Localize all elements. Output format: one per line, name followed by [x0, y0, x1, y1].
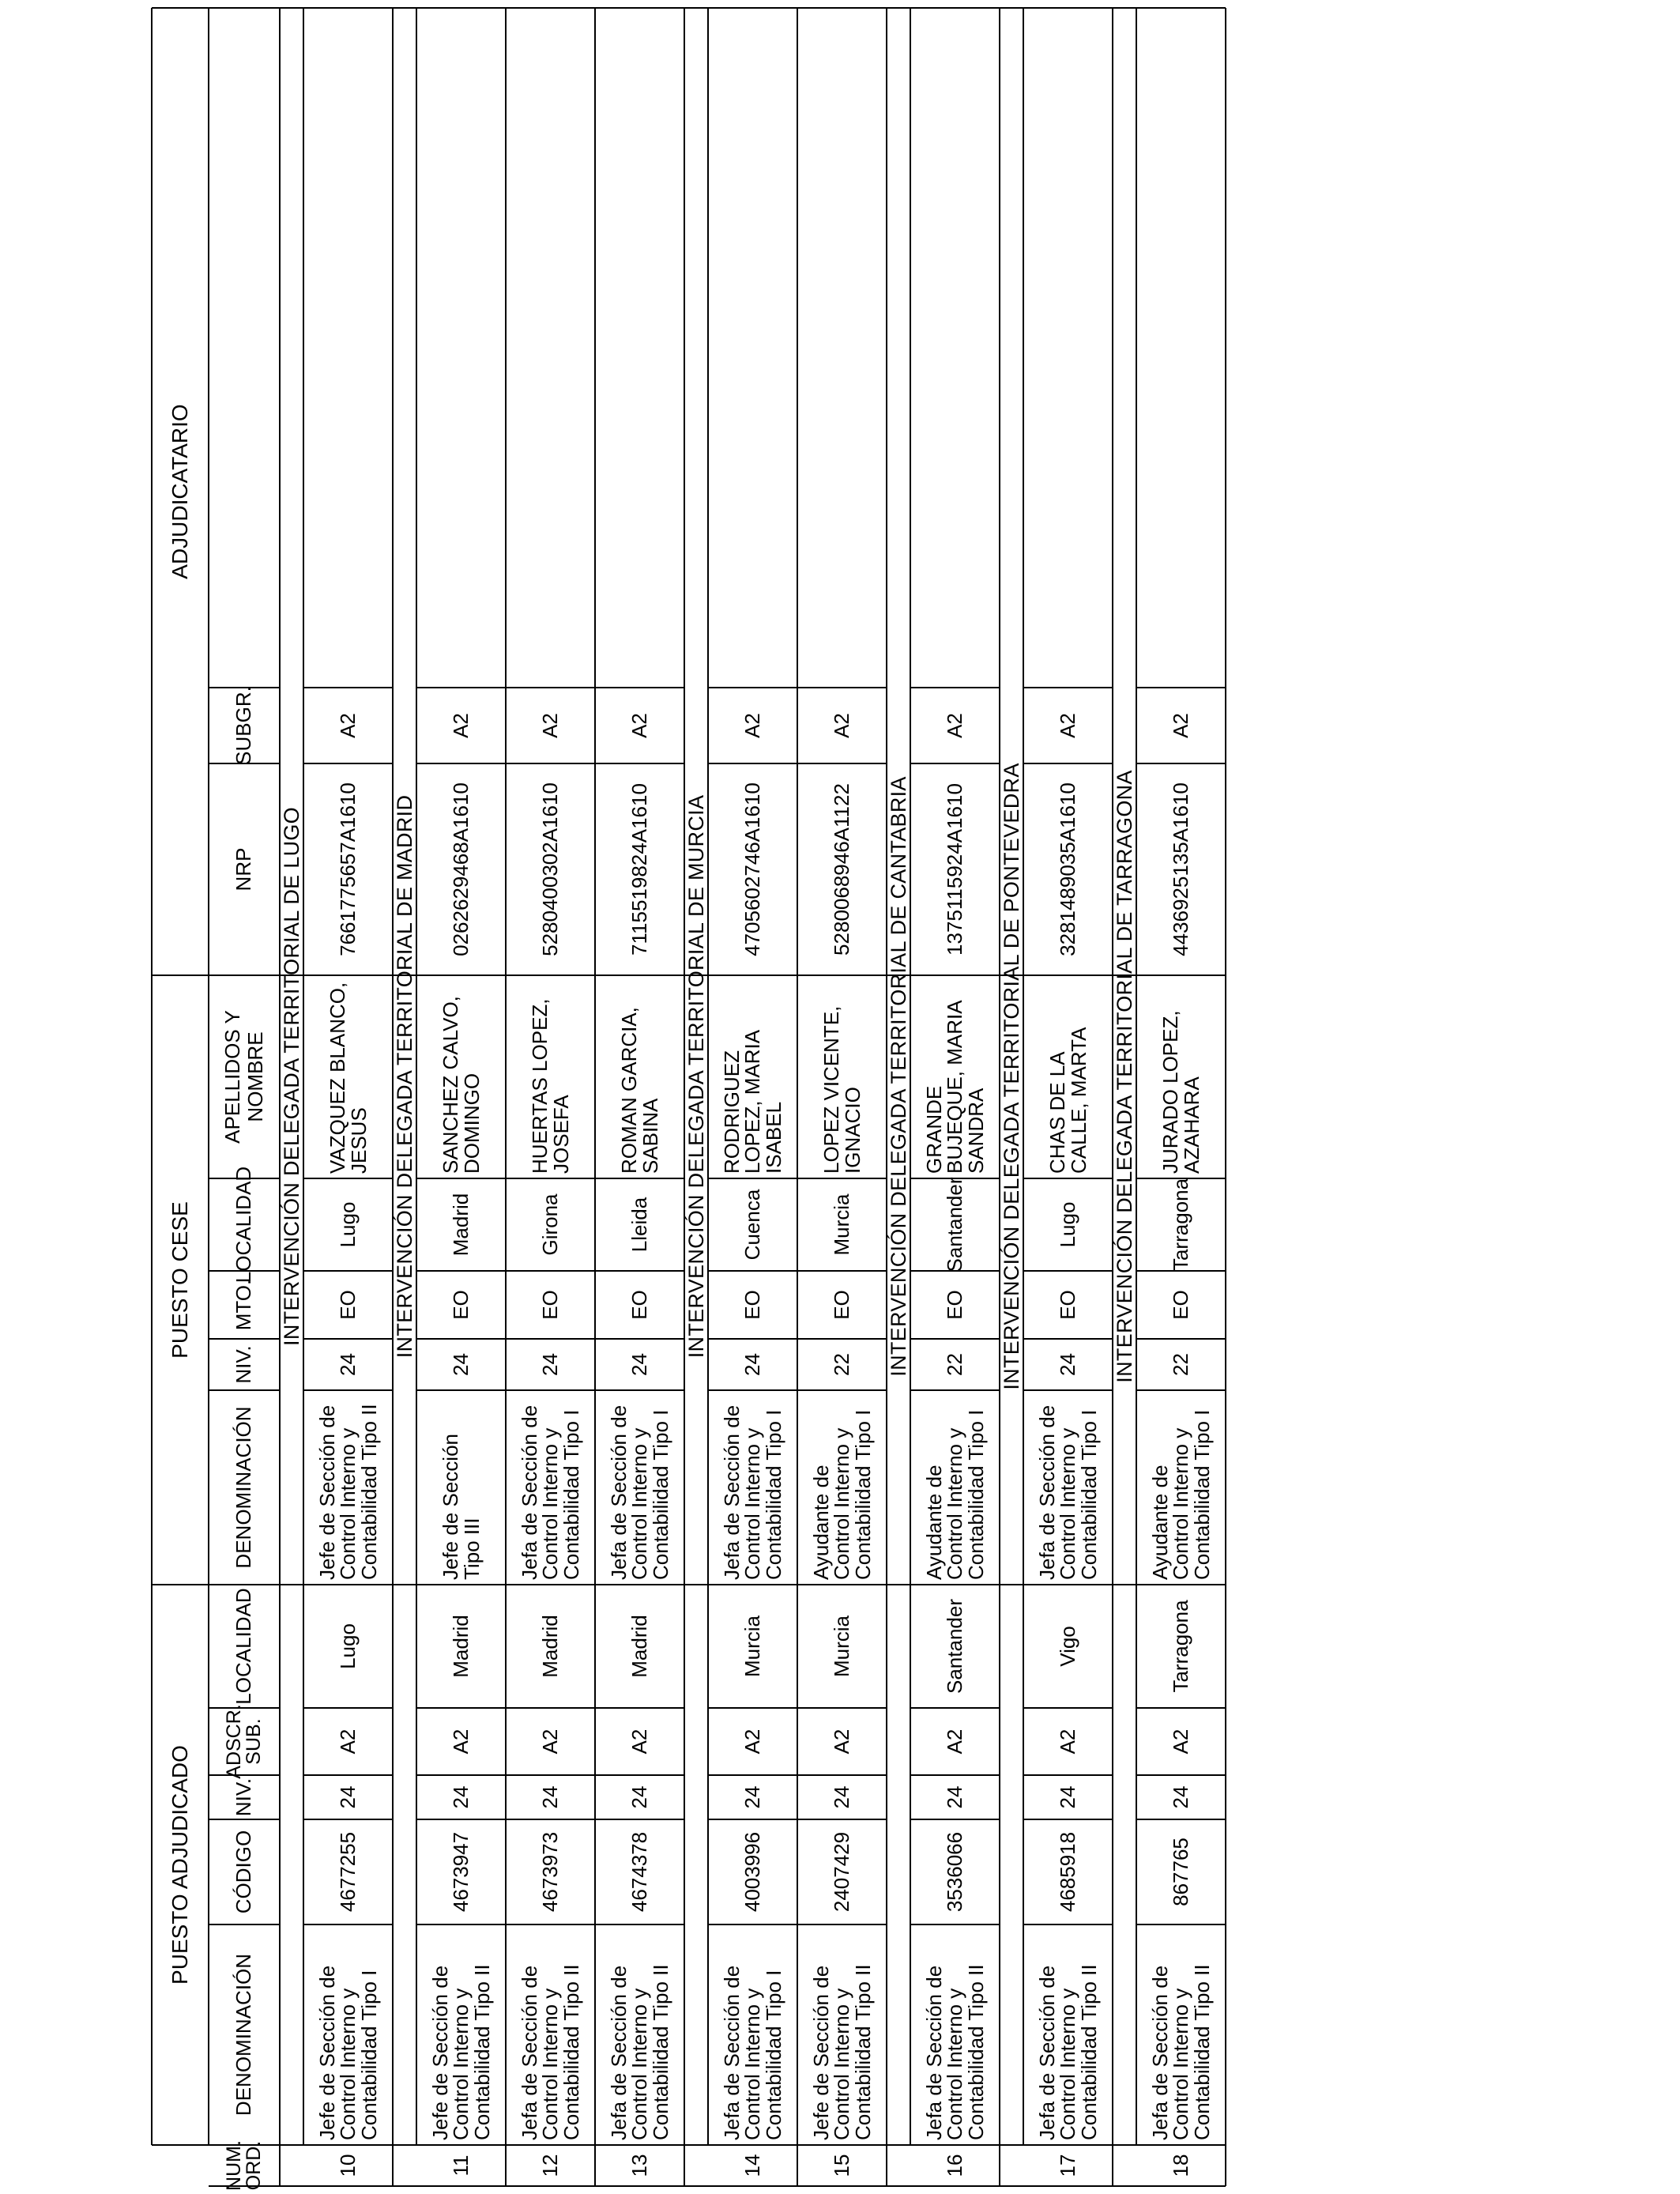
column-rule — [1023, 1707, 1113, 1709]
column-rule — [1136, 763, 1226, 764]
column-rule — [910, 1270, 1000, 1272]
column-rule — [1023, 1774, 1113, 1776]
cell-adjudicatario-subgr: A2 — [335, 713, 360, 738]
cell-cese-denominacion: Ayudante de Control Interno y Contabilidad Tipo I — [1147, 1409, 1214, 1580]
column-rule — [1136, 687, 1226, 688]
column-rule — [303, 1338, 393, 1340]
column-rule — [416, 1819, 684, 1820]
column-rule — [910, 687, 1000, 688]
cell-cese-mto: EO — [627, 1290, 651, 1320]
cell-adj-adscr-sub: A2 — [627, 1728, 651, 1755]
section-rule — [416, 8, 417, 2145]
group-header-puesto-adjudicado: PUESTO ADJUDICADO — [168, 1745, 193, 1985]
cell-adjudicatario-subgr: A2 — [1168, 713, 1192, 738]
column-header-cese-niv: NIV. — [232, 1345, 256, 1384]
cell-cese-denominacion: Ayudante de Control Interno y Contabilidad Tipo I — [921, 1409, 988, 1580]
cell-cese-denominacion: Jefa de Sección de Control Interno y Contabilidad Tipo I — [517, 1404, 583, 1580]
cell-adjudicatario-nombre: CHAS DE LA CALLE, MARTA — [1045, 1027, 1090, 1174]
cell-adj-denominacion: Jefa de Sección de Control Interno y Contabilidad Tipo II — [1034, 1964, 1101, 2140]
column-rule — [910, 1819, 1000, 1820]
cell-cese-niv: 22 — [942, 1353, 966, 1376]
column-rule — [209, 687, 280, 688]
row-rule — [797, 8, 798, 2186]
cell-adj-localidad: Lugo — [335, 1623, 360, 1669]
column-rule — [708, 687, 887, 688]
group-header-puesto-cese: PUESTO CESE — [168, 1201, 193, 1359]
section-rule — [1136, 8, 1137, 2145]
cell-cese-niv: 22 — [829, 1353, 853, 1376]
column-header-adj-niv: NIV. — [232, 1777, 256, 1817]
column-rule — [303, 1774, 393, 1776]
cell-adj-denominacion: Jefa de Sección de Control Interno y Contabilidad Tipo II — [517, 1964, 583, 2140]
section-title: INTERVENCIÓN DELEGADA TERRITORIAL DE CANTABRIA — [886, 776, 910, 1377]
column-rule — [708, 1389, 887, 1391]
cell-adj-adscr-sub: A2 — [829, 1728, 853, 1755]
cell-num-ord: 12 — [537, 2154, 562, 2177]
column-rule — [1136, 1270, 1226, 1272]
cell-cese-localidad: Murcia — [829, 1193, 853, 1256]
cell-cese-mto: EO — [1055, 1290, 1079, 1320]
row-rule — [886, 8, 887, 2186]
cell-adjudicatario-nombre: ROMAN GARCIA, SABINA — [616, 1007, 662, 1174]
column-rule — [1136, 1389, 1226, 1391]
cell-adjudicatario-nrp: 1375115924A1610 — [942, 783, 966, 956]
cell-cese-denominacion: Jefa de Sección de Control Interno y Contabilidad Tipo I — [606, 1404, 672, 1580]
column-rule — [1023, 1338, 1113, 1340]
column-rule — [1023, 1819, 1113, 1820]
cell-adjudicatario-nombre: HUERTAS LOPEZ, JOSEFA — [527, 998, 573, 1174]
cell-cese-localidad: Santander — [942, 1177, 966, 1272]
rotated-assignment-table — [152, 8, 1391, 2191]
group-header-rule — [208, 8, 209, 2145]
cell-adjudicatario-subgr: A2 — [1055, 713, 1079, 738]
cell-cese-niv: 24 — [537, 1353, 562, 1376]
cell-adj-codigo: 3536066 — [942, 1831, 966, 1913]
table-left-rule — [209, 2185, 1226, 2187]
column-header-num_ord: NUM. ORD. — [223, 2140, 265, 2191]
column-rule — [1023, 1178, 1113, 1179]
column-header-adjudicatario-subgr: SUBGR. — [232, 686, 256, 765]
cell-adj-codigo: 4685918 — [1055, 1831, 1079, 1913]
cell-cese-localidad: Madrid — [448, 1193, 473, 1257]
column-rule — [209, 1178, 280, 1179]
column-header-adj-localidad: LOCALIDAD — [232, 1588, 256, 1705]
column-rule — [416, 1707, 684, 1709]
cell-adj-localidad: Murcia — [740, 1615, 764, 1678]
cell-adj-denominacion: Jefa de Sección de Control Interno y Contabilidad Tipo II — [606, 1964, 672, 2140]
cell-adj-denominacion: Jefe de Sección de Control Interno y Contabilidad Tipo I — [315, 1965, 381, 2140]
column-rule — [910, 1338, 1000, 1340]
column-rule — [1136, 1338, 1226, 1340]
cell-cese-mto: EO — [829, 1290, 853, 1320]
cell-cese-localidad: Lugo — [335, 1201, 360, 1248]
cell-adj-adscr-sub: A2 — [448, 1728, 473, 1755]
cell-adjudicatario-nombre: VAZQUEZ BLANCO, JESUS — [325, 982, 371, 1174]
cell-adjudicatario-nrp: 4436925135A1610 — [1168, 782, 1192, 956]
cell-adjudicatario-nrp: 3281489035A1610 — [1055, 782, 1079, 956]
cell-adjudicatario-nrp: 7115519824A1610 — [627, 783, 651, 956]
column-rule — [910, 763, 1000, 764]
cell-cese-denominacion: Jefa de Sección de Control Interno y Contabilidad Tipo I — [719, 1404, 785, 1580]
row-rule — [505, 8, 507, 2186]
group-rule — [152, 974, 1226, 976]
cell-adj-codigo: 4677255 — [335, 1831, 360, 1913]
column-rule — [209, 1270, 280, 1272]
cell-adj-denominacion: Jefe de Sección de Control Interno y Contabilidad Tipo II — [428, 1964, 494, 2140]
cell-adj-localidad: Vigo — [1055, 1626, 1079, 1667]
cell-adj-codigo: 4673973 — [537, 1831, 562, 1913]
cell-adjudicatario-subgr: A2 — [942, 713, 966, 738]
column-header-adj-denominacion: DENOMINACIÓN — [232, 1953, 256, 2117]
cell-adj-niv: 24 — [942, 1785, 966, 1809]
column-rule — [209, 1389, 280, 1391]
table-right-rule — [152, 7, 1226, 9]
section-title: INTERVENCIÓN DELEGADA TERRITORIAL DE LUGO — [279, 807, 303, 1346]
section-rule — [303, 8, 304, 2145]
cell-num-ord: 18 — [1168, 2154, 1192, 2177]
cell-adjudicatario-subgr: A2 — [740, 713, 764, 738]
column-header-adj-adscr-sub: ADSCR. SUB. — [223, 1704, 265, 1779]
column-rule — [708, 1178, 887, 1179]
cell-adjudicatario-nrp: 0262629468A1610 — [448, 782, 473, 956]
section-title: INTERVENCIÓN DELEGADA TERRITORIAL DE MADRID — [392, 794, 416, 1359]
cell-adj-localidad: Santander — [942, 1599, 966, 1694]
section-rule — [707, 8, 709, 2145]
column-rule — [303, 763, 393, 764]
table-bottom-rule — [1225, 8, 1226, 2186]
cell-cese-localidad: Lugo — [1055, 1201, 1079, 1248]
column-rule — [209, 1924, 280, 1925]
section-title: INTERVENCIÓN DELEGADA TERRITORIAL DE PONTEVEDRA — [999, 763, 1023, 1390]
section-rule — [910, 8, 911, 2145]
column-rule — [708, 1774, 887, 1776]
table-top-rule — [151, 8, 153, 2145]
cell-adj-localidad: Madrid — [537, 1615, 562, 1678]
cell-adjudicatario-nrp: 4705602746A1610 — [740, 782, 764, 956]
column-rule — [152, 2144, 1226, 2146]
column-rule — [303, 1270, 393, 1272]
cell-adj-niv: 24 — [627, 1785, 651, 1809]
row-rule — [999, 8, 1000, 2186]
cell-cese-niv: 24 — [1055, 1353, 1079, 1376]
cell-num-ord: 11 — [448, 2154, 473, 2177]
column-rule — [1136, 1774, 1226, 1776]
cell-adj-adscr-sub: A2 — [537, 1728, 562, 1755]
cell-cese-mto: EO — [1168, 1290, 1192, 1320]
column-rule — [708, 763, 887, 764]
section-title: INTERVENCIÓN DELEGADA TERRITORIAL DE TARRAGONA — [1112, 770, 1136, 1383]
group-rule — [152, 1584, 1226, 1585]
cell-adj-niv: 24 — [1055, 1785, 1079, 1809]
cell-adjudicatario-nombre: RODRIGUEZ LOPEZ, MARIA ISABEL — [719, 1031, 785, 1174]
column-rule — [1023, 763, 1113, 764]
cell-cese-denominacion: Ayudante de Control Interno y Contabilidad Tipo I — [808, 1409, 875, 1580]
cell-cese-denominacion: Jefe de Sección de Control Interno y Contabilidad Tipo II — [315, 1404, 381, 1580]
cell-adj-niv: 24 — [448, 1785, 473, 1809]
column-rule — [209, 1338, 280, 1340]
row-rule — [392, 8, 394, 2186]
row-rule — [594, 8, 596, 2186]
cell-cese-mto: EO — [448, 1290, 473, 1320]
column-rule — [209, 1774, 280, 1776]
row-rule — [684, 8, 685, 2186]
cell-cese-niv: 24 — [335, 1353, 360, 1376]
cell-adj-codigo: 2407429 — [829, 1831, 853, 1913]
column-header-cese-denominacion: DENOMINACIÓN — [232, 1406, 256, 1569]
group-header-adjudicatario: ADJUDICATARIO — [168, 404, 193, 579]
header-bottom-rule — [279, 8, 281, 2186]
cell-adj-adscr-sub: A2 — [1168, 1728, 1192, 1755]
column-header-adj-codigo: CÓDIGO — [232, 1830, 256, 1914]
cell-adjudicatario-nombre: GRANDE BUJEQUE, MARIA SANDRA — [921, 1001, 988, 1174]
cell-adj-denominacion: Jefa de Sección de Control Interno y Contabilidad Tipo II — [1147, 1964, 1214, 2140]
column-rule — [708, 1924, 887, 1925]
column-rule — [708, 1338, 887, 1340]
cell-adj-codigo: 4673947 — [448, 1831, 473, 1913]
cell-adj-codigo: 4674378 — [627, 1831, 651, 1913]
cell-cese-localidad: Girona — [537, 1193, 562, 1256]
cell-adjudicatario-nrp: 5280400302A1610 — [537, 782, 562, 956]
cell-cese-niv: 24 — [448, 1353, 473, 1376]
cell-adjudicatario-subgr: A2 — [829, 713, 853, 738]
cell-adj-codigo: 867765 — [1168, 1838, 1192, 1906]
column-rule — [910, 1774, 1000, 1776]
column-header-adjudicatario-nrp: NRP — [232, 847, 256, 892]
cell-adj-adscr-sub: A2 — [740, 1728, 764, 1755]
cell-adjudicatario-subgr: A2 — [537, 713, 562, 738]
column-rule — [416, 1924, 684, 1925]
column-rule — [1136, 1819, 1226, 1820]
cell-adjudicatario-subgr: A2 — [627, 713, 651, 738]
column-rule — [303, 687, 393, 688]
cell-num-ord: 15 — [829, 2154, 853, 2177]
cell-adjudicatario-subgr: A2 — [448, 713, 473, 738]
cell-adj-localidad: Tarragona — [1168, 1600, 1192, 1693]
cell-cese-niv: 24 — [627, 1353, 651, 1376]
column-rule — [303, 1707, 393, 1709]
cell-cese-localidad: Lleida — [627, 1197, 651, 1253]
cell-adjudicatario-nombre: SANCHEZ CALVO, DOMINGO — [438, 996, 484, 1174]
column-rule — [1023, 1389, 1113, 1391]
column-header-adjudicatario-nombre: APELLIDOS Y NOMBRE — [220, 1010, 267, 1144]
cell-cese-mto: EO — [335, 1290, 360, 1320]
cell-adj-denominacion: Jefe de Sección de Control Interno y Contabilidad Tipo II — [808, 1964, 875, 2140]
cell-cese-niv: 22 — [1168, 1353, 1192, 1376]
column-rule — [1136, 1924, 1226, 1925]
column-rule — [209, 763, 280, 764]
cell-adj-adscr-sub: A2 — [1055, 1728, 1079, 1755]
cell-adj-localidad: Madrid — [448, 1615, 473, 1678]
column-rule — [209, 1819, 280, 1820]
cell-cese-niv: 24 — [740, 1353, 764, 1376]
column-rule — [708, 1707, 887, 1709]
section-title: INTERVENCIÓN DELEGADA TERRITORIAL DE MURCIA — [684, 794, 708, 1359]
cell-num-ord: 14 — [740, 2154, 764, 2177]
column-rule — [303, 1178, 393, 1179]
cell-cese-mto: EO — [942, 1290, 966, 1320]
cell-adj-niv: 24 — [740, 1785, 764, 1809]
cell-adjudicatario-nrp: 5280068946A1122 — [829, 783, 853, 956]
column-rule — [416, 763, 684, 764]
cell-adj-niv: 24 — [335, 1785, 360, 1809]
column-rule — [910, 1924, 1000, 1925]
section-rule — [1023, 8, 1024, 2145]
column-rule — [708, 1270, 887, 1272]
cell-cese-localidad: Tarragona — [1168, 1178, 1192, 1272]
cell-cese-mto: EO — [537, 1290, 562, 1320]
column-rule — [303, 1924, 393, 1925]
cell-adj-codigo: 4003996 — [740, 1831, 764, 1913]
column-rule — [1023, 1924, 1113, 1925]
cell-cese-denominacion: Jefe de Sección Tipo III — [438, 1433, 484, 1580]
cell-num-ord: 17 — [1055, 2154, 1079, 2177]
cell-adj-localidad: Madrid — [627, 1615, 651, 1678]
cell-cese-mto: EO — [740, 1290, 764, 1320]
column-rule — [1023, 687, 1113, 688]
column-rule — [910, 1389, 1000, 1391]
column-rule — [910, 1707, 1000, 1709]
column-rule — [416, 1338, 684, 1340]
column-rule — [708, 1819, 887, 1820]
cell-adj-localidad: Murcia — [829, 1615, 853, 1678]
cell-adj-adscr-sub: A2 — [335, 1728, 360, 1755]
column-rule — [416, 687, 684, 688]
cell-cese-denominacion: Jefa de Sección de Control Interno y Contabilidad Tipo I — [1034, 1404, 1101, 1580]
column-rule — [303, 1819, 393, 1820]
column-header-cese-mto: MTO. — [232, 1279, 256, 1331]
cell-num-ord: 13 — [627, 2154, 651, 2177]
cell-adjudicatario-nombre: LOPEZ VICENTE, IGNACIO — [819, 1005, 864, 1174]
column-rule — [1136, 1707, 1226, 1709]
row-rule — [1112, 8, 1113, 2186]
column-rule — [1023, 1270, 1113, 1272]
column-rule — [1136, 1178, 1226, 1179]
cell-adjudicatario-nrp: 7661775657A1610 — [335, 782, 360, 956]
cell-adj-niv: 24 — [537, 1785, 562, 1809]
column-rule — [209, 1707, 280, 1709]
column-rule — [910, 1178, 1000, 1179]
cell-adj-niv: 24 — [829, 1785, 853, 1809]
column-rule — [416, 1270, 684, 1272]
cell-num-ord: 16 — [942, 2154, 966, 2177]
column-header-cese-localidad: LOCALIDAD — [232, 1166, 256, 1284]
cell-num-ord: 10 — [335, 2154, 360, 2177]
cell-adj-denominacion: Jefa de Sección de Control Interno y Contabilidad Tipo II — [921, 1964, 988, 2140]
cell-adj-adscr-sub: A2 — [942, 1728, 966, 1755]
cell-cese-localidad: Cuenca — [740, 1189, 764, 1261]
column-rule — [416, 1389, 684, 1391]
cell-adj-niv: 24 — [1168, 1785, 1192, 1809]
column-rule — [416, 1774, 684, 1776]
column-rule — [303, 1389, 393, 1391]
column-rule — [416, 1178, 684, 1179]
cell-adj-denominacion: Jefa de Sección de Control Interno y Contabilidad Tipo I — [719, 1965, 785, 2140]
cell-adjudicatario-nombre: JURADO LOPEZ, AZAHARA — [1158, 1010, 1203, 1174]
